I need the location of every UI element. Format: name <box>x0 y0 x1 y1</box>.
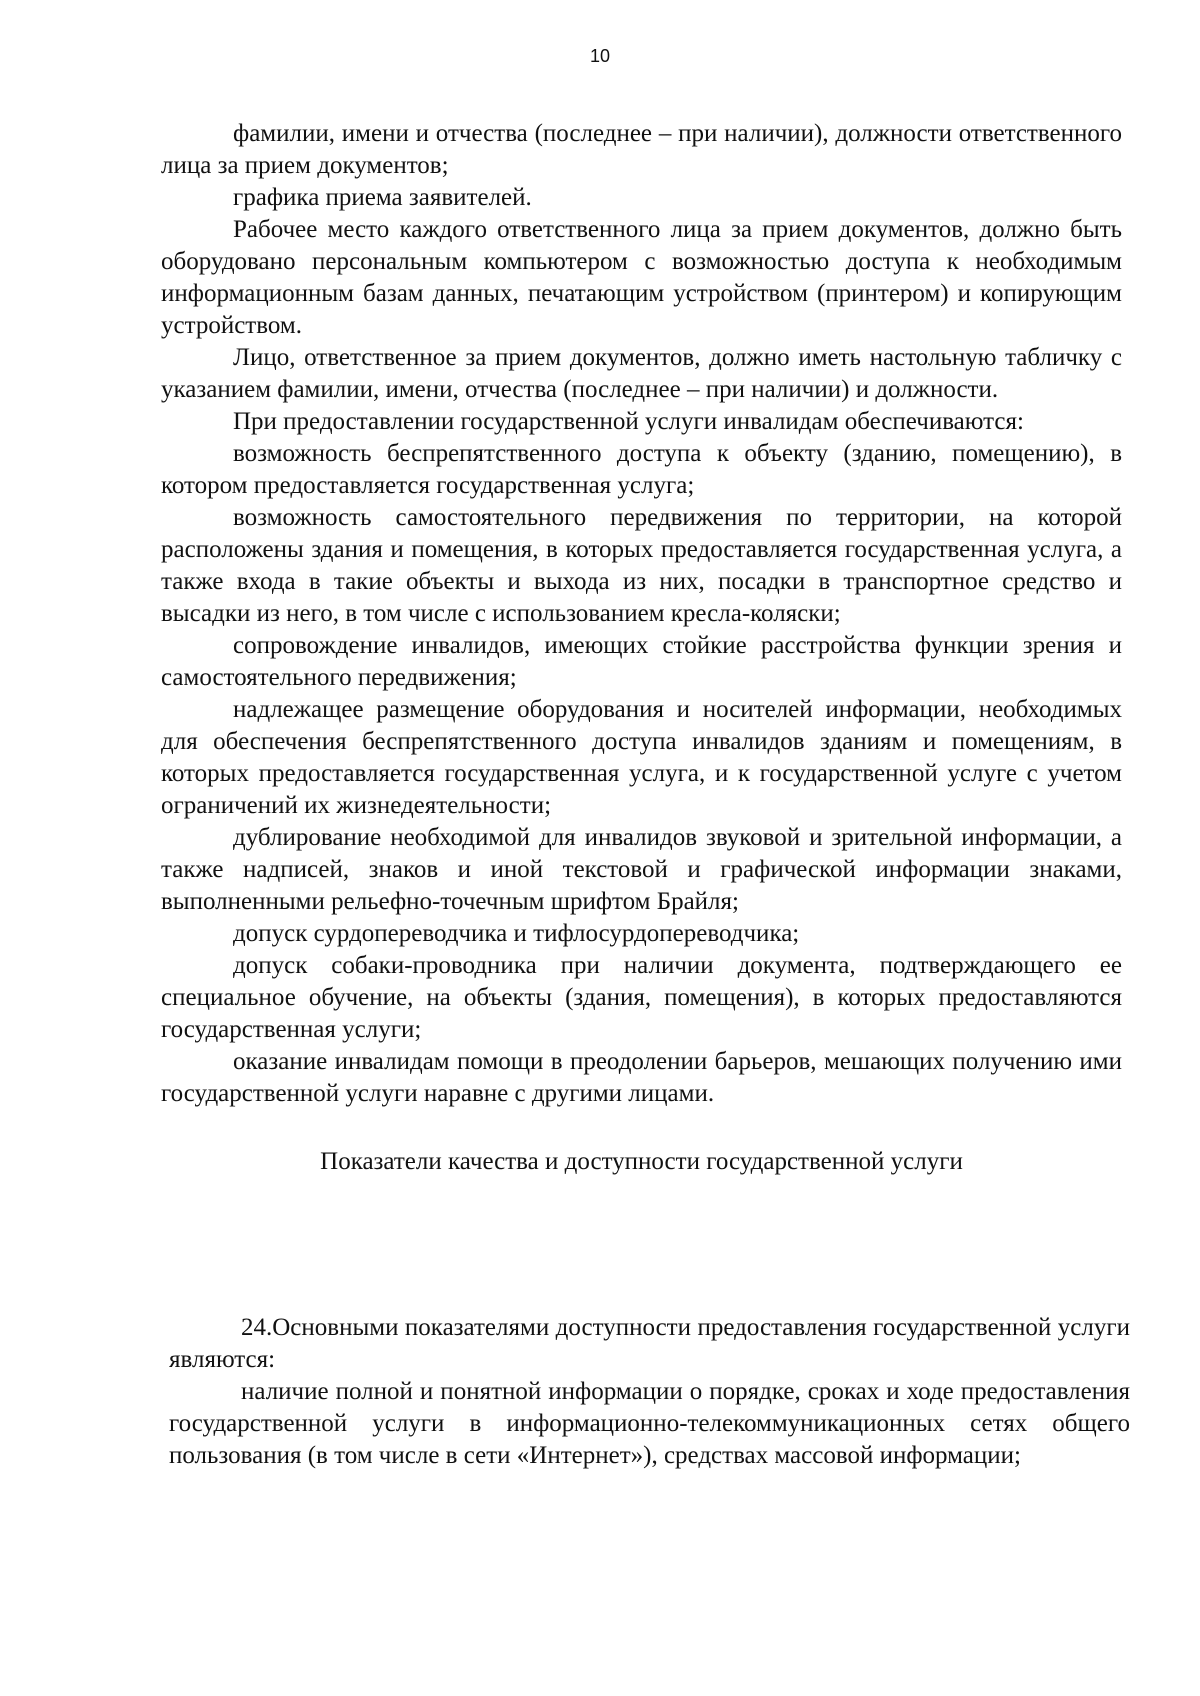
paragraph: оказание инвалидам помощи в преодолении барьеров, мешающих получению ими государственной услуги наравне с другими лицами. <box>161 1048 1122 1107</box>
page-number: 10 <box>589 46 611 66</box>
paragraph: дублирование необходимой для инвалидов звуковой и зрительной информации, а также надписей, знаков и иной текстовой и графической информации знаками, выполненными рельефно-точечным шрифтом Брайля; <box>161 824 1122 915</box>
paragraph: допуск сурдопереводчика и тифлосурдопереводчика; <box>233 920 800 947</box>
paragraph: Рабочее место каждого ответственного лица за прием документов, должно быть оборудовано персональным компьютером с возможностью доступа к необходимым информационным базам данных, печатающим устройством (принтером) и копирующим устройством. <box>161 216 1122 339</box>
section-heading: Показатели качества и доступности государственной услуги <box>320 1148 963 1175</box>
paragraph: фамилии, имени и отчества (последнее – при наличии), должности ответственного лица за прием документов; <box>161 120 1122 179</box>
paragraph: надлежащее размещение оборудования и носителей информации, необходимых для обеспечения беспрепятственного доступа инвалидов зданиям и помещениям, в которых предоставляется государственная услуга, и к государственной услуге с учетом ограничений их жизнедеятельности; <box>161 696 1122 819</box>
paragraph: возможность самостоятельного передвижения по территории, на которой расположены здания и помещения, в которых предоставляется государственная услуга, а также входа в такие объекты и выхода из них, посадки в транспортное средство и высадки из него, в том числе с использованием кресла-коляски; <box>161 504 1122 627</box>
paragraph: наличие полной и понятной информации о порядке, сроках и ходе предоставления государственной услуги в информационно-телекоммуникационных сетях общего пользования (в том числе в сети «Интернет»), средствах массовой информации; <box>169 1378 1130 1469</box>
paragraph: допуск собаки-проводника при наличии документа, подтверждающего ее специальное обучение, на объекты (здания, помещения), в которых предоставляются государственная услуги; <box>161 952 1122 1043</box>
paragraph: графика приема заявителей. <box>233 184 532 211</box>
section-body <box>169 1312 1130 1472</box>
paragraph: Лицо, ответственное за прием документов, должно иметь настольную табличку с указанием фамилии, имени, отчества (последнее – при наличии) и должности. <box>161 344 1122 403</box>
paragraph: При предоставлении государственной услуги инвалидам обеспечиваются: <box>233 408 1024 435</box>
paragraph: 24.Основными показателями доступности предоставления государственной услуги являются: <box>169 1314 1130 1373</box>
paragraph: возможность беспрепятственного доступа к объекту (зданию, помещению), в котором предоставляется государственная услуга; <box>161 440 1122 499</box>
document-body <box>161 118 1122 1210</box>
paragraph: сопровождение инвалидов, имеющих стойкие расстройства функции зрения и самостоятельного передвижения; <box>161 632 1122 691</box>
